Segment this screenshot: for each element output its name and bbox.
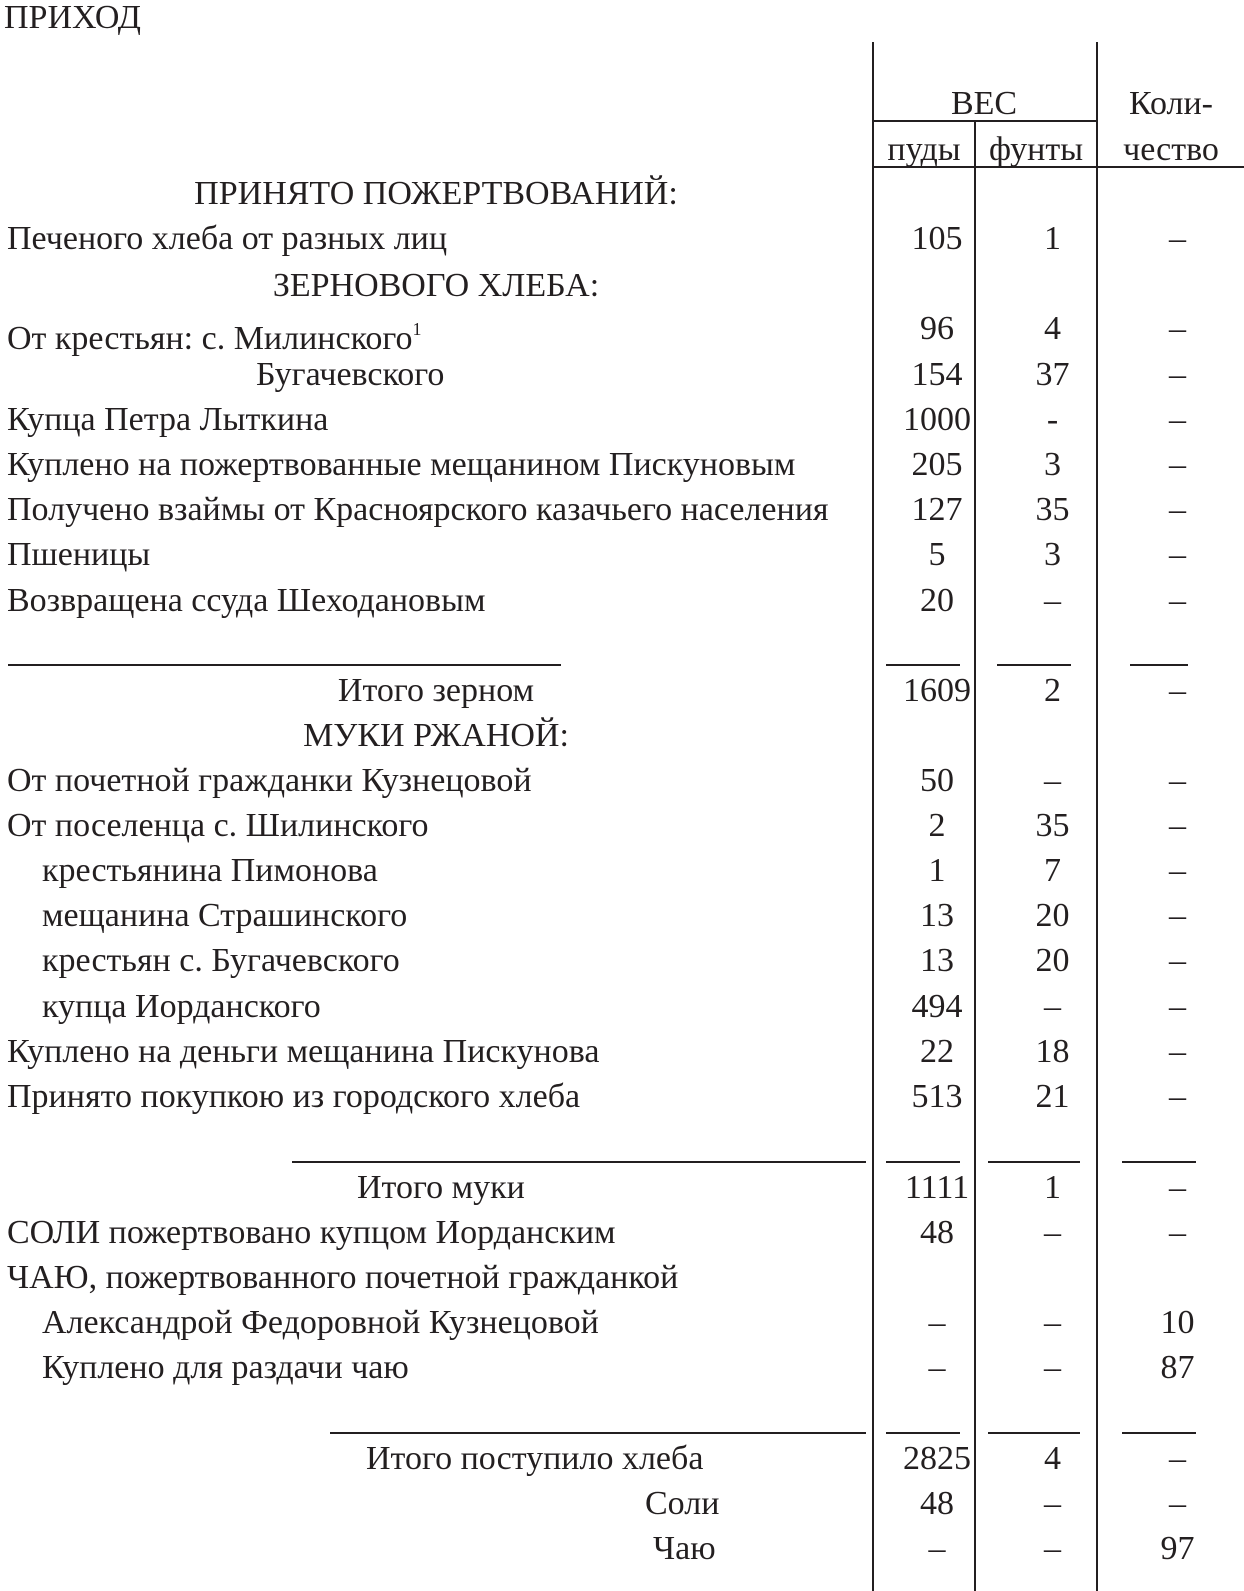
cell-pudy: – [928, 1530, 946, 1567]
cell-pudy: 154 [911, 356, 963, 393]
cell-quantity: – [1169, 582, 1186, 619]
cell-quantity: – [1169, 1078, 1186, 1115]
cell-funty: 1 [1044, 1169, 1061, 1206]
cell-quantity: – [1169, 446, 1186, 483]
cell-quantity: 87 [1160, 1349, 1195, 1386]
header-weight: ВЕС [950, 85, 1018, 122]
subtotal-rule [292, 1161, 866, 1163]
subtotal-rule [988, 1161, 1080, 1163]
cell-quantity: – [1169, 491, 1186, 528]
cell-quantity: – [1169, 762, 1186, 799]
cell-funty: 37 [1035, 356, 1070, 393]
subtotal-rule [1130, 664, 1188, 666]
cell-quantity: 10 [1160, 1304, 1195, 1341]
cell-funty: 4 [1044, 1440, 1061, 1477]
row-label: купца Иорданского [42, 988, 321, 1025]
cell-pudy: 50 [920, 762, 954, 799]
cell-quantity: – [1169, 988, 1186, 1025]
section-heading-donations: ПРИНЯТО ПОЖЕРТВОВАНИЙ: [194, 175, 678, 212]
cell-quantity: – [1169, 1485, 1186, 1522]
row-label: крестьянина Пимонова [42, 852, 378, 889]
subtotal-label: Итого муки [357, 1169, 525, 1206]
cell-funty: 35 [1035, 807, 1070, 844]
cell-quantity: – [1169, 356, 1186, 393]
cell-pudy: – [928, 1304, 946, 1341]
row-label: От крестьян: с. Милинского$^1$ [7, 319, 422, 357]
row-label: Куплено на пожертвованные мещанином Пискуновым [7, 446, 796, 483]
subtotal-rule [8, 664, 561, 666]
cell-funty: 3 [1044, 446, 1061, 483]
cell-funty: 3 [1044, 536, 1061, 573]
cell-quantity: – [1169, 1214, 1186, 1251]
cell-pudy: – [928, 1349, 946, 1386]
cell-funty: 18 [1035, 1033, 1070, 1070]
header-pudy: пуды [887, 131, 961, 168]
subtotal-rule [1122, 1161, 1196, 1163]
total-rule [1122, 1432, 1196, 1434]
cell-pudy: 13 [920, 897, 954, 934]
row-label: От почетной гражданки Кузнецовой [7, 762, 532, 799]
row-label: Печеного хлеба от разных лиц [7, 220, 448, 257]
cell-pudy: 105 [911, 220, 963, 257]
cell-quantity: – [1169, 1169, 1186, 1206]
section-heading-grain: ЗЕРНОВОГО ХЛЕБА: [272, 267, 600, 304]
cell-pudy: 127 [911, 491, 963, 528]
total-label: Чаю [653, 1530, 716, 1567]
cell-quantity: – [1169, 1440, 1186, 1477]
cell-pudy: 1111 [904, 1169, 970, 1206]
cell-quantity: – [1169, 310, 1186, 347]
subtotal-rule [886, 1161, 960, 1163]
header-quantity-top: Коли- [1128, 85, 1214, 122]
row-label: Возвращена ссуда Шеходановым [7, 582, 486, 619]
cell-pudy: 13 [920, 942, 954, 979]
cell-quantity: – [1169, 942, 1186, 979]
cell-quantity: – [1169, 807, 1186, 844]
cell-quantity: – [1169, 1033, 1186, 1070]
cell-pudy: 5 [928, 536, 946, 573]
cell-funty: – [1044, 1530, 1061, 1567]
row-label: Купца Петра Лыткина [7, 401, 329, 438]
row-label: Куплено для раздачи чаю [42, 1349, 409, 1386]
cell-funty: – [1044, 1214, 1061, 1251]
cell-funty: – [1044, 762, 1061, 799]
row-label: ЧАЮ, пожертвованного почетной гражданкой [7, 1259, 679, 1296]
cell-quantity: – [1169, 220, 1186, 257]
cell-pudy: 2 [928, 807, 946, 844]
cell-quantity: – [1169, 897, 1186, 934]
cell-funty: 4 [1044, 310, 1061, 347]
total-rule [988, 1432, 1080, 1434]
cell-quantity: 97 [1160, 1530, 1195, 1567]
total-rule [886, 1432, 960, 1434]
cell-pudy: 1609 [903, 672, 971, 709]
subtotal-rule [886, 664, 960, 666]
cell-pudy: 96 [920, 310, 954, 347]
cell-funty: 20 [1035, 897, 1070, 934]
subtotal-label: Итого зерном [337, 672, 535, 709]
cell-pudy: 48 [920, 1485, 954, 1522]
cell-pudy: 2825 [903, 1440, 971, 1477]
cell-funty: 7 [1044, 852, 1061, 889]
cell-pudy: 513 [911, 1078, 963, 1115]
cell-funty: 2 [1044, 672, 1061, 709]
cell-pudy: 494 [911, 988, 963, 1025]
subtotal-rule [997, 664, 1071, 666]
row-label: Принято покупкою из городского хлеба [7, 1078, 581, 1115]
cell-pudy: 1 [928, 852, 946, 889]
cell-quantity: – [1169, 672, 1186, 709]
footnote-marker: 1 [412, 319, 422, 339]
section-heading-rye-flour: МУКИ РЖАНОЙ: [303, 717, 569, 754]
cell-quantity: – [1169, 401, 1186, 438]
cell-funty: - [1046, 401, 1059, 438]
cell-funty: 20 [1035, 942, 1070, 979]
cell-pudy: 22 [920, 1033, 954, 1070]
cell-funty: 35 [1035, 491, 1070, 528]
cell-funty: – [1044, 1349, 1061, 1386]
row-label: Александрой Федоровной Кузнецовой [42, 1304, 599, 1341]
cell-funty: 1 [1044, 220, 1061, 257]
header-quantity-bottom: чество [1123, 131, 1219, 168]
section-title: ПРИХОД [4, 0, 141, 36]
cell-funty: – [1044, 582, 1061, 619]
row-label: мещанина Страшинского [42, 897, 408, 934]
total-label: Соли [645, 1485, 720, 1522]
cell-pudy: 48 [920, 1214, 954, 1251]
row-label: Получено взаймы от Красноярского казачьего населения [7, 491, 829, 528]
cell-pudy: 1000 [903, 401, 971, 438]
row-label: СОЛИ пожертвовано купцом Иорданским [7, 1214, 616, 1251]
cell-funty: – [1044, 1485, 1061, 1522]
cell-funty: – [1044, 1304, 1061, 1341]
total-label: Итого поступило хлеба [366, 1440, 704, 1477]
row-label: Пшеницы [7, 536, 151, 573]
header-funty: фунты [988, 131, 1084, 168]
cell-funty: – [1044, 988, 1061, 1025]
row-label: Бугачевского [256, 356, 445, 393]
cell-quantity: – [1169, 852, 1186, 889]
cell-funty: 21 [1035, 1078, 1070, 1115]
row-label: крестьян с. Бугачевского [42, 942, 400, 979]
cell-quantity: – [1169, 536, 1186, 573]
column-divider-left [872, 42, 874, 1591]
total-rule [330, 1432, 866, 1434]
row-label: От поселенца с. Шилинского [7, 807, 429, 844]
cell-pudy: 205 [911, 446, 963, 483]
row-label: Куплено на деньги мещанина Пискунова [7, 1033, 600, 1070]
cell-pudy: 20 [920, 582, 954, 619]
